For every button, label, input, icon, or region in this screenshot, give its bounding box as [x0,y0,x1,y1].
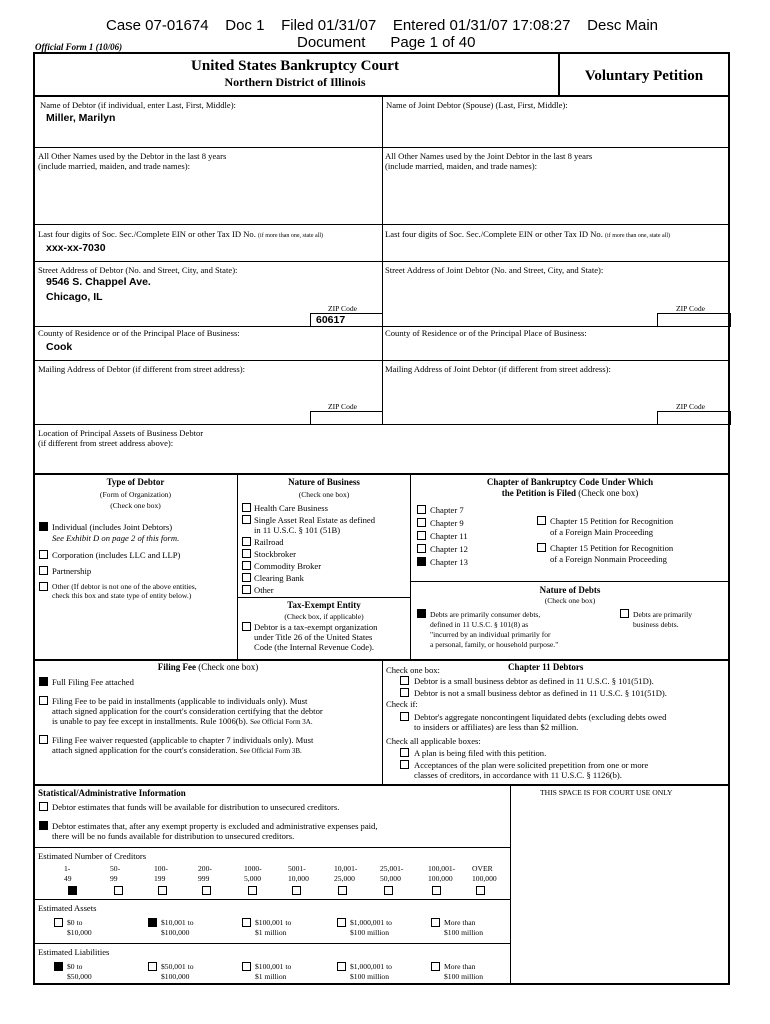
no-funds-checkbox[interactable] [39,821,48,830]
creditors-range-to: 25,000 [334,874,355,883]
assets-checkbox[interactable] [148,918,157,927]
creditors-range-from: 50- [110,864,121,873]
creditors-checkbox[interactable] [338,886,347,895]
creditors-checkbox[interactable] [384,886,393,895]
chapter-7-checkbox[interactable] [417,505,426,514]
stats-title: Statistical/Administrative Information [38,788,186,798]
installments-checkbox[interactable] [39,696,48,705]
assets-checkbox[interactable] [431,918,440,927]
funds-available-checkbox[interactable] [39,802,48,811]
single-asset-label-2: in 11 U.S.C. § 101 (51B) [254,525,341,535]
document-page-line: Document Page 1 of 40 [297,34,476,51]
acceptances-label-1: Acceptances of the plan were solicited prepetition from one or more [414,760,649,770]
chapter-15-main-label-2: of a Foreign Main Proceeding [550,527,654,537]
nature-of-debts-title: Nature of Debts [539,585,601,595]
creditors-range-to: 100,000 [428,874,453,883]
assets-checkbox[interactable] [337,918,346,927]
assets-range-to: $100 million [350,928,390,937]
fee-waiver-label-2 [52,745,302,756]
joint-mailing-zip-box [657,411,731,425]
creditors-range-to: 199 [154,874,166,883]
health-care-label: Health Care Business [254,503,328,513]
debtor-street-line-2: Chicago, IL [46,291,103,303]
nature-of-business-sub: (Check one box) [298,490,350,499]
filing-fee-title-bold: Filing Fee [157,662,196,672]
chapter-title-2-bold: the Petition is Filed [501,488,576,498]
creditors-range-to: 999 [198,874,210,883]
other-entity-checkbox[interactable] [39,582,48,591]
chapter-15-nonmain-checkbox[interactable] [537,543,546,552]
chapter-15-main-label-1: Chapter 15 Petition for Recognition [550,516,674,526]
aggregate-debts-checkbox[interactable] [400,712,409,721]
debtor-name: Miller, Marilyn [46,112,116,124]
creditors-label: Estimated Number of Creditors [38,851,147,861]
debtor-county: Cook [46,341,73,353]
chapter-title-2 [411,488,729,498]
not-small-business-label: Debtor is not a small business debtor as defined in 11 U.S.C. § 101(51D). [414,688,667,698]
joint-ssn-label-text: Last four digits of Soc. Sec./Complete EIN or other Tax ID No. [385,229,603,239]
tax-exempt-sub: (Check box, if applicable) [284,612,364,621]
plan-filed-checkbox[interactable] [400,748,409,757]
creditors-range-from: OVER [472,864,493,873]
chapter-9-label: Chapter 9 [430,518,464,528]
debtor-street-line-1: 9546 S. Chappel Ave. [46,276,151,288]
aggregate-debts-label-1: Debtor's aggregate noncontingent liquidated debts (excluding debts owed [414,712,667,722]
plan-filed-label: A plan is being filed with this petition. [414,748,547,758]
chapter-11-checkbox[interactable] [417,531,426,540]
clearing-bank-checkbox[interactable] [242,573,251,582]
aggregate-debts-label-2: to insiders or affiliates) are less than $2 million. [414,722,579,732]
other-business-label: Other [254,585,274,595]
debtor-street-label: Street Address of Debtor (No. and Street, City, and State): [38,265,238,275]
individual-checkbox[interactable] [39,522,48,531]
assets-range-from: $100,001 to [255,918,292,927]
corporation-checkbox[interactable] [39,550,48,559]
installments-label-3-text: is unable to pay fee except in installments. Rule 1006(b). [52,716,248,726]
fee-waiver-label-2-text: attach signed application for the court's consideration. [52,745,238,755]
creditors-checkbox[interactable] [202,886,211,895]
liabilities-range-to: $50,000 [67,972,92,981]
debtor-county-label: County of Residence or of the Principal Place of Business: [38,328,240,338]
assets-range-from: $10,001 to [161,918,194,927]
chapter-11-label: Chapter 11 [430,531,468,541]
court-use-only: THIS SPACE IS FOR COURT USE ONLY [540,788,673,797]
chapter-title-2-sub: (Check one box) [578,488,639,498]
single-asset-label-1: Single Asset Real Estate as defined [254,515,376,525]
creditors-range-from: 100- [154,864,168,873]
tax-exempt-line-2: under Title 26 of the United States [254,632,373,642]
assets-range-to: $10,000 [67,928,92,937]
location-label-2: (if different from street address above): [38,438,174,448]
filing-fee-title-sub: (Check one box) [198,662,259,672]
case-header: Case 07-01674 Doc 1 Filed 01/31/07 Entered 01/31/07 17:08:27 Desc Main [106,17,659,34]
ch11-check-all: Check all applicable boxes: [386,736,481,746]
district-title: Northern District of Illinois [224,75,366,89]
creditors-checkbox[interactable] [158,886,167,895]
stockbroker-checkbox[interactable] [242,549,251,558]
debtor-ssn-note: (if more than one, state all) [258,233,324,239]
assets-range-from: More than [444,918,476,927]
other-entity-label-1: Other (If debtor is not one of the above entities, [52,582,197,591]
chapter-12-label: Chapter 12 [430,544,468,554]
debtor-zip: 60617 [316,314,346,326]
assets-range-from: $1,000,001 to [350,918,392,927]
official-form-label: Official Form 1 (10/06) [35,42,123,52]
type-of-debtor-sub-1: (Form of Organization) [99,490,172,499]
liabilities-range-to: $100 million [444,972,484,981]
consumer-debts-label-3: "incurred by an individual primarily for [430,630,551,639]
liabilities-checkbox[interactable] [242,962,251,971]
filing-fee-title [34,662,382,672]
debtor-name-label: Name of Debtor (if individual, enter Last, First, Middle): [40,100,236,110]
liabilities-range-from: $0 to [67,962,83,971]
acceptances-label-2: classes of creditors, in accordance with 11 U.S.C. § 1126(b). [414,770,622,780]
commodity-broker-label: Commodity Broker [254,561,322,571]
nature-of-debts-sub: (Check one box) [544,596,596,605]
small-business-checkbox[interactable] [400,676,409,685]
creditors-range-from: 10,001- [334,864,358,873]
creditors-range-to: 10,000 [288,874,309,883]
not-small-business-checkbox[interactable] [400,688,409,697]
liabilities-checkbox[interactable] [337,962,346,971]
creditors-checkbox[interactable] [476,886,485,895]
installments-label-1: Filing Fee to be paid in installments (applicable to individuals only). Must [52,696,308,706]
individual-label: Individual (includes Joint Debtors) [52,522,173,532]
railroad-label: Railroad [254,537,284,547]
full-filing-fee-checkbox[interactable] [39,677,48,686]
partnership-checkbox[interactable] [39,566,48,575]
creditors-checkbox[interactable] [292,886,301,895]
debtor-ssn-label [38,229,323,241]
chapter-9-checkbox[interactable] [417,518,426,527]
liabilities-range-to: $100,000 [161,972,190,981]
installments-label-3 [52,716,313,727]
chapter-13-checkbox[interactable] [417,557,426,566]
clearing-bank-label: Clearing Bank [254,573,304,583]
other-entity-label-2: check this box and state type of entity below.) [52,591,192,600]
creditors-range-from: 25,001- [380,864,404,873]
fee-waiver-label-1: Filing Fee waiver requested (applicable to chapter 7 individuals only). Must [52,735,314,745]
fee-waiver-checkbox[interactable] [39,735,48,744]
creditors-range-to: 99 [110,874,118,883]
liabilities-range-to: $1 million [255,972,287,981]
chapter-13-label: Chapter 13 [430,557,468,567]
installments-label-2: attach signed application for the court's consideration certifying that the debtor [52,706,323,716]
creditors-range-to: 100,000 [472,874,497,883]
chapter-7-label: Chapter 7 [430,505,464,515]
nature-of-business-title: Nature of Business [288,477,360,487]
chapter-title-1: Chapter of Bankruptcy Code Under Which [486,477,654,487]
consumer-debts-label-2: defined in 11 U.S.C. § 101(8) as [430,620,529,629]
type-of-debtor-sub-2: (Check one box) [110,501,161,510]
funds-available-label: Debtor estimates that funds will be available for distribution to unsecured creditors. [52,802,340,812]
form-3a-ref: See Official Form 3A. [250,718,313,726]
chapter-15-nonmain-label-2: of a Foreign Nonmain Proceeding [550,554,667,564]
liabilities-range-from: More than [444,962,476,971]
stockbroker-label: Stockbroker [254,549,297,559]
railroad-checkbox[interactable] [242,537,251,546]
liabilities-range-from: $100,001 to [255,962,292,971]
creditors-checkbox[interactable] [114,886,123,895]
chapter-12-checkbox[interactable] [417,544,426,553]
ch11-debtors-title: Chapter 11 Debtors [508,662,584,672]
partnership-label: Partnership [52,566,92,576]
health-care-checkbox[interactable] [242,503,251,512]
creditors-checkbox[interactable] [432,886,441,895]
joint-mailing-label: Mailing Address of Joint Debtor (if different from street address): [385,364,611,374]
creditors-range-to: 50,000 [380,874,401,883]
type-of-debtor-title: Type of Debtor [106,477,165,487]
liabilities-range-from: $50,001 to [161,962,194,971]
debtor-other-names-label-2: (include married, maiden, and trade names): [38,161,190,171]
ch11-check-if: Check if: [386,699,418,709]
debtor-mailing-label: Mailing Address of Debtor (if different from street address): [38,364,245,374]
debtor-zip-label: ZIP Code [328,304,358,313]
single-asset-checkbox[interactable] [242,515,251,524]
liabilities-checkbox[interactable] [431,962,440,971]
commodity-broker-checkbox[interactable] [242,561,251,570]
assets-label: Estimated Assets [38,903,97,913]
debtor-mailing-zip-box [310,411,383,425]
joint-county-label: County of Residence or of the Principal Place of Business: [385,328,587,338]
chapter-15-main-checkbox[interactable] [537,516,546,525]
joint-zip-box [657,313,731,327]
debtor-mailing-zip-label: ZIP Code [328,402,358,411]
joint-ssn-note: (if more than one, state all) [605,233,671,239]
court-title: United States Bankruptcy Court [191,58,399,74]
assets-range-to: $1 million [255,928,287,937]
acceptances-checkbox[interactable] [400,760,409,769]
exhibit-d-note: See Exhibit D on page 2 of this form. [52,533,180,543]
location-label-1: Location of Principal Assets of Business Debtor [38,428,204,438]
joint-mailing-zip-label: ZIP Code [676,402,706,411]
corporation-label: Corporation (includes LLC and LLP) [52,550,181,560]
joint-name-label: Name of Joint Debtor (Spouse) (Last, First, Middle): [386,100,568,110]
assets-range-to: $100 million [444,928,484,937]
ch11-check-one: Check one box: [386,665,440,675]
assets-checkbox[interactable] [54,918,63,927]
joint-street-label: Street Address of Joint Debtor (No. and Street, City, and State): [385,265,604,275]
creditors-checkbox[interactable] [248,886,257,895]
liabilities-checkbox[interactable] [54,962,63,971]
no-funds-label-2: there will be no funds available for distribution to unsecured creditors. [52,831,295,841]
liabilities-range-to: $100 million [350,972,390,981]
no-funds-label-1: Debtor estimates that, after any exempt property is excluded and administrative expenses paid, [52,821,378,831]
joint-other-names-label-2: (include married, maiden, and trade names): [385,161,537,171]
small-business-label: Debtor is a small business debtor as defined in 11 U.S.C. § 101(51D). [414,676,654,686]
consumer-debts-label-4: a personal, family, or household purpose." [430,640,559,649]
consumer-debts-checkbox[interactable] [417,609,426,618]
liabilities-checkbox[interactable] [148,962,157,971]
business-debts-label-2: business debts. [633,620,679,629]
creditors-range-from: 1- [64,864,71,873]
tax-exempt-title: Tax-Exempt Entity [287,600,361,610]
voluntary-petition-title: Voluntary Petition [584,68,704,84]
tax-exempt-checkbox[interactable] [242,622,251,631]
debtor-ssn: xxx-xx-7030 [46,242,106,254]
consumer-debts-label-1: Debts are primarily consumer debts, [430,610,541,619]
creditors-range-from: 1000- [244,864,262,873]
creditors-range-from: 200- [198,864,212,873]
liabilities-label: Estimated Liabilities [38,947,110,957]
tax-exempt-line-1: Debtor is a tax-exempt organization [254,622,378,632]
creditors-range-from: 100,001- [428,864,456,873]
creditors-checkbox[interactable] [68,886,77,895]
form-3b-ref: See Official Form 3B. [239,747,302,755]
full-filing-fee-label: Full Filing Fee attached [52,677,134,687]
creditors-range-from: 5001- [288,864,306,873]
assets-range-to: $100,000 [161,928,190,937]
creditors-range-to: 49 [64,874,72,883]
creditors-range-to: 5,000 [244,874,262,883]
assets-checkbox[interactable] [242,918,251,927]
debtor-ssn-label-text: Last four digits of Soc. Sec./Complete EIN or other Tax ID No. [38,229,256,239]
other-business-checkbox[interactable] [242,585,251,594]
assets-range-from: $0 to [67,918,83,927]
business-debts-label-1: Debts are primarily [633,610,693,619]
tax-exempt-line-3: Code (the Internal Revenue Code). [254,642,375,652]
business-debts-checkbox[interactable] [620,609,629,618]
joint-ssn-label [385,229,670,241]
joint-other-names-label-1: All Other Names used by the Joint Debtor in the last 8 years [385,151,593,161]
debtor-other-names-label-1: All Other Names used by the Debtor in the last 8 years [38,151,227,161]
joint-zip-label: ZIP Code [676,304,706,313]
chapter-15-nonmain-label-1: Chapter 15 Petition for Recognition [550,543,674,553]
liabilities-range-from: $1,000,001 to [350,962,392,971]
